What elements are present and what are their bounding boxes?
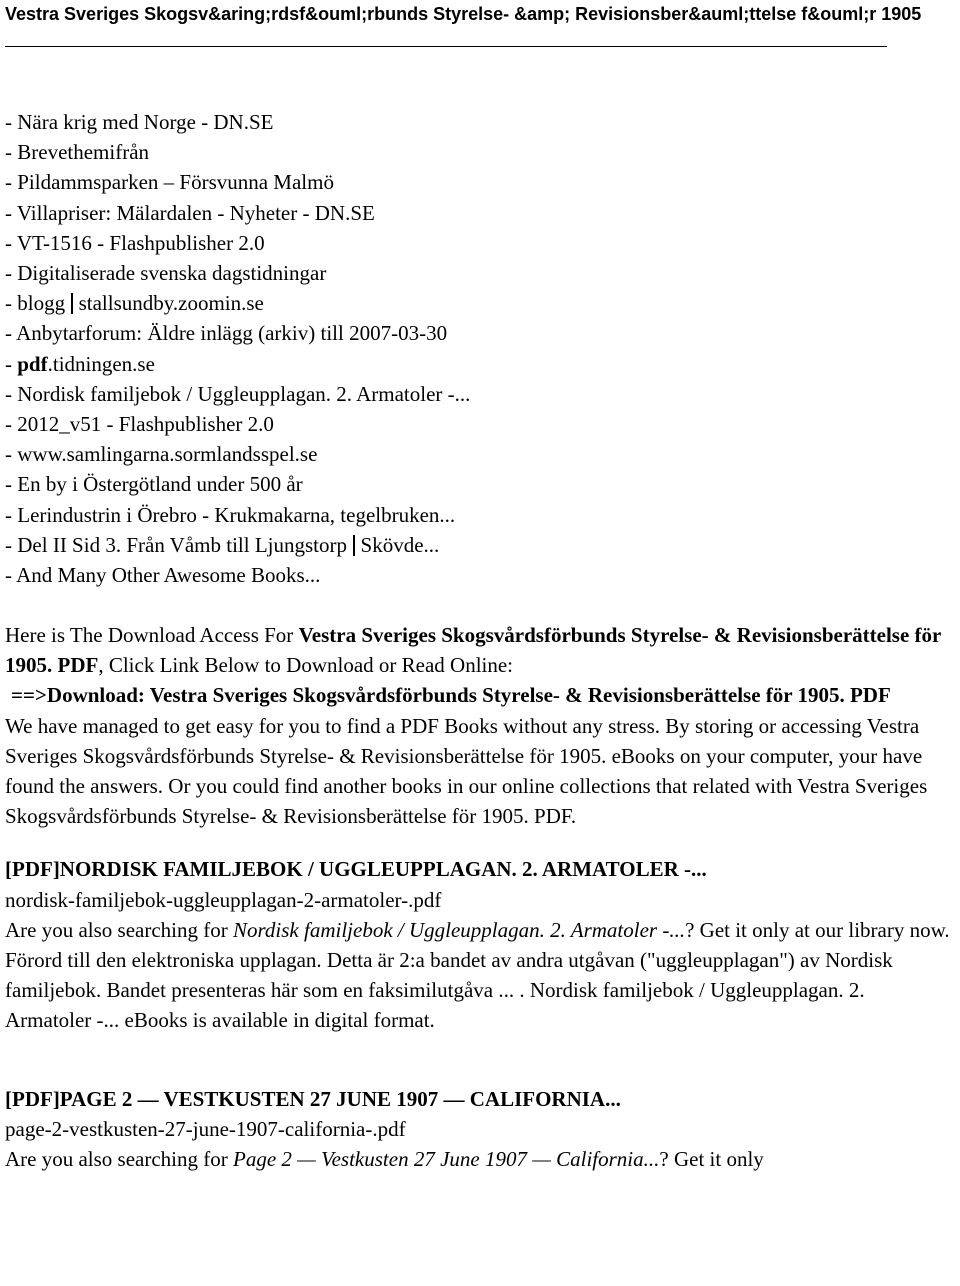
download-intro: Here is The Download Access For Vestra Sveriges Skogsvårdsförbunds Styrelse- & Revisionsberättelse för 1905. PDF, Click Link Below to Download or Read Online: — [5, 623, 941, 678]
result-description: Are you also searching for Nordisk familjebok / Uggleupplagan. 2. Armatoler -...? Get it only at our library now. Förord till den elektroniska upplagan. Detta är 2:a bandet av andra utgåvan ("uggleupplagan") av Nordisk familjebok. Bandet presenteras här som en faksimilutgåva ... . Nordisk familjebok / Uggleupplagan. 2. Armatoler -... eBooks is available in digital format. — [5, 917, 950, 1033]
related-link[interactable]: - 2012_v51 - Flashpublisher 2.0 — [5, 412, 274, 437]
related-link[interactable]: - Lerindustrin i Örebro - Krukmakarna, tegelbruken... — [5, 502, 456, 527]
result-title[interactable]: [PDF]PAGE 2 — VESTKUSTEN 27 JUNE 1907 — CALIFORNIA... — [5, 1086, 621, 1111]
related-link[interactable]: - Del II Sid 3. Från Våmb till Ljungstorp Skövde... — [5, 532, 440, 557]
related-link[interactable]: - pdf.tidningen.se — [5, 351, 155, 376]
result-filename[interactable]: page-2-vestkusten-27-june-1907-california-.pdf — [5, 1116, 406, 1141]
result-description: Are you also searching for Page 2 — Vestkusten 27 June 1907 — California...? Get it only — [5, 1147, 764, 1172]
download-link[interactable]: ==>Download: Vestra Sveriges Skogsvårdsförbunds Styrelse- & Revisionsberättelse för 1905. PDF — [11, 683, 891, 708]
book-title: Vestra Sveriges Skogsvårdsförbunds Styrelse- & Revisionsberättelse för 1905. PDF — [5, 623, 941, 678]
result-title[interactable]: [PDF]NORDISK FAMILJEBOK / UGGLEUPPLAGAN. 2. ARMATOLER -... — [5, 857, 707, 882]
related-link[interactable]: - Nära krig med Norge - DN.SE — [5, 110, 274, 134]
related-link[interactable]: - Villapriser: Mälardalen - Nyheter - DN.SE — [5, 200, 375, 225]
result-filename[interactable]: nordisk-familjebok-uggleupplagan-2-armatoler-.pdf — [5, 887, 442, 912]
related-link[interactable]: - Digitaliserade svenska dagstidningar — [5, 261, 327, 286]
related-link[interactable]: - www.samlingarna.sormlandsspel.se — [5, 442, 318, 467]
related-link[interactable]: - blogg stallsundby.zoomin.se — [5, 291, 264, 316]
related-link[interactable]: - En by i Östergötland under 500 år — [5, 472, 303, 497]
page-header-title: Vestra Sveriges Skogsv&aring;rdsf&ouml;rbunds Styrelse- &amp; Revisionsber&auml;ttelse f&ouml;r 1905 — [5, 4, 922, 24]
search-result — [5, 1084, 950, 1175]
intro-description: We have managed to get easy for you to find a PDF Books without any stress. By storing or accessing Vestra Sveriges Skogsvårdsförbunds Styrelse- & Revisionsberättelse för 1905. eBooks on your computer, your have found the answers. Or you could find another books in our online collections that related with Vestra Sveriges Skogsvårdsförbunds Styrelse- & Revisionsberättelse för 1905. PDF. — [5, 713, 928, 829]
related-links-list — [5, 107, 945, 590]
main-content — [5, 620, 950, 1174]
related-link[interactable]: - And Many Other Awesome Books... — [5, 563, 321, 588]
related-link[interactable]: - Pildammsparken – Försvunna Malmö — [5, 170, 334, 195]
related-link[interactable]: - Nordisk familjebok / Uggleupplagan. 2. Armatoler -... — [5, 381, 471, 406]
related-link[interactable]: - VT-1516 - Flashpublisher 2.0 — [5, 230, 265, 255]
search-result — [5, 854, 950, 1035]
related-link[interactable]: - Brevethemifrån — [5, 140, 150, 165]
pipe-separator — [71, 293, 73, 314]
related-link[interactable]: - Anbytarforum: Äldre inlägg (arkiv) till 2007-03-30 — [5, 321, 448, 346]
pipe-separator — [353, 535, 355, 556]
header-divider — [5, 46, 887, 47]
